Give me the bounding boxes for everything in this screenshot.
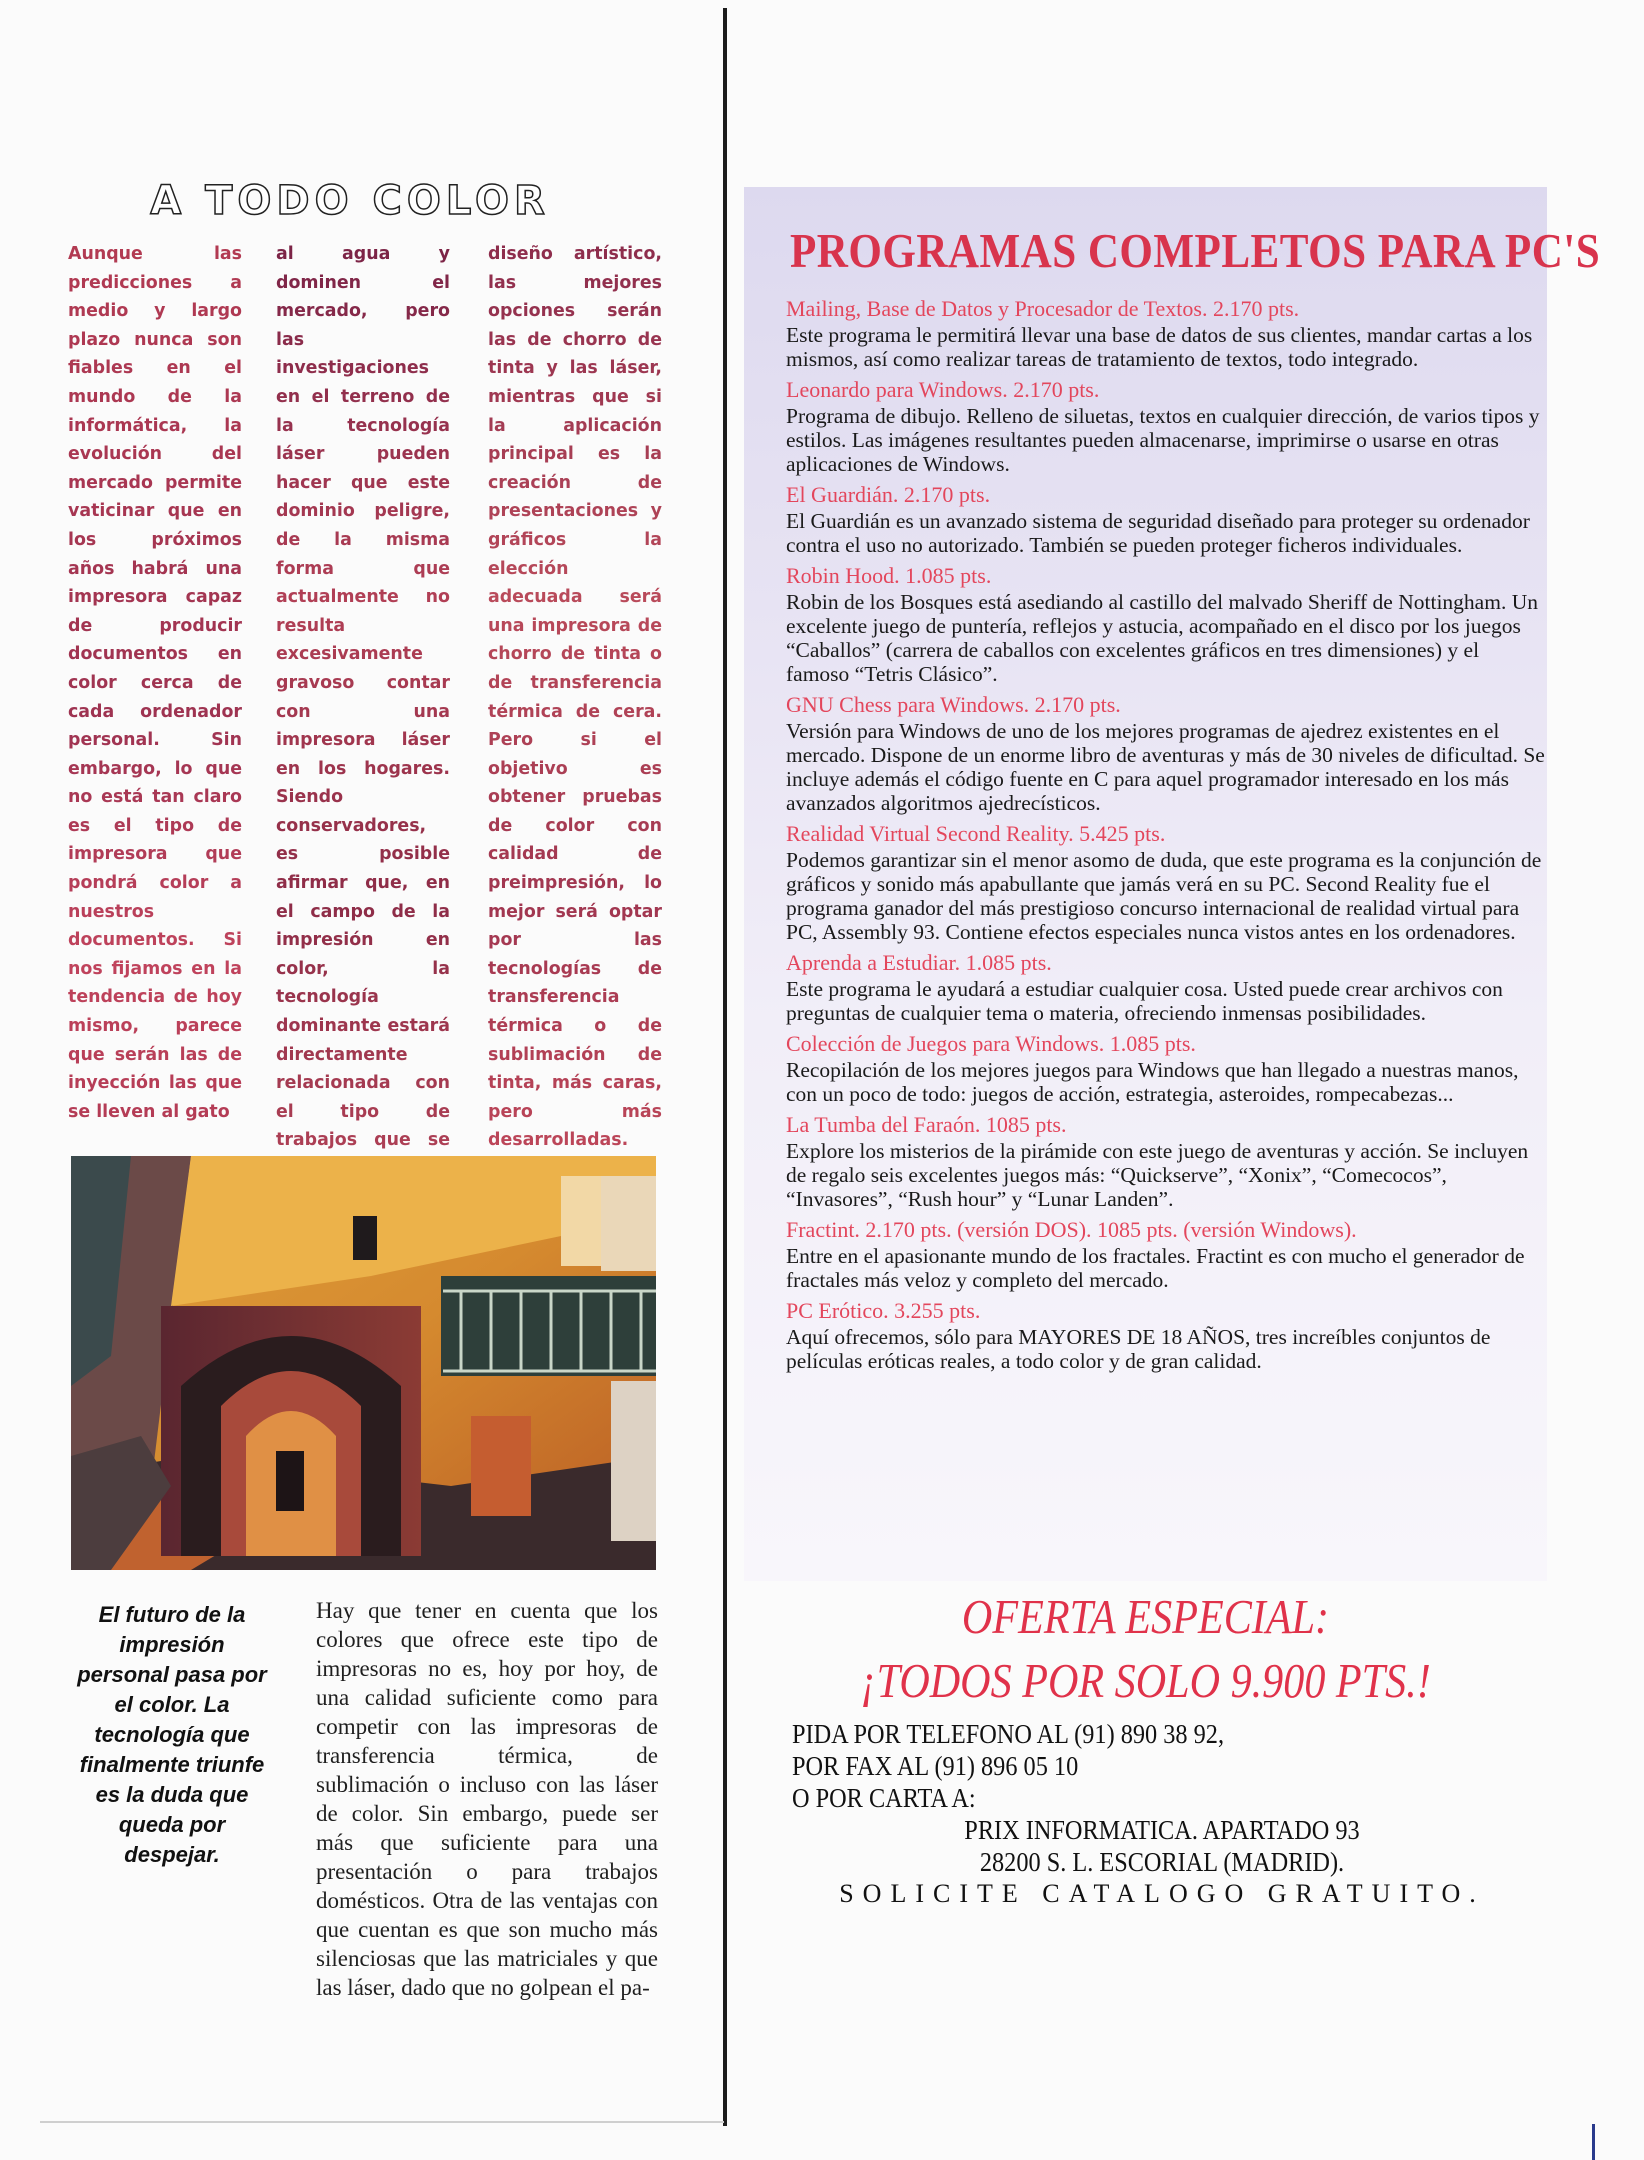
order-fax: POR FAX AL (91) 896 05 10 (792, 1751, 1079, 1781)
photo-colorful-building (71, 1156, 656, 1570)
program-title-price: La Tumba del Faraón. 1085 pts. (786, 1112, 1067, 1137)
program-description: Versión para Windows de uno de los mejores programas de ajedrez existentes en el mercado. Dispone de un enorme libro de aventuras y más de 30 niveles de dificultad. Se incluye además el código fuente en C para aquel programador interesado en los más avanzados algoritmos ajedrecísticos. (786, 719, 1545, 815)
order-address-line-1: PRIX INFORMATICA. APARTADO 93 (964, 1815, 1360, 1845)
program-item (786, 296, 1546, 371)
bottom-rule (40, 2121, 724, 2123)
program-description: El Guardián es un avanzado sistema de seguridad diseñado para proteger su ordenador contra el uso no autorizado. También se pueden proteger ficheros individuales. (786, 509, 1530, 557)
program-title-price: Robin Hood. 1.085 pts. (786, 563, 992, 588)
program-description: Podemos garantizar sin el menor asomo de duda, que este programa es la conjunción de gráficos y sonido más apabullante que jamás verá en su PC. Second Reality fue el programa ganador del más prestigioso concurso internacional de realidad virtual para PC, Assembly 93. Contiene efectos especiales nunca vistos antes en los ordenadores. (786, 848, 1542, 944)
program-item (786, 1031, 1546, 1106)
program-item (786, 377, 1546, 476)
offer-price: ¡TODOS POR SOLO 9.900 PTS.! (860, 1653, 1431, 1708)
program-description: Este programa le ayudará a estudiar cualquier cosa. Usted puede crear archivos con preguntas de cualquier tema o materia, ofreciendo inmensas posibilidades. (786, 977, 1503, 1025)
page-divider (723, 8, 727, 2126)
program-description: Este programa le permitirá llevar una base de datos de sus clientes, mandar cartas a los mismos, así como realizar tareas de tratamiento de textos, todo integrado. (786, 323, 1533, 371)
program-title-price: Fractint. 2.170 pts. (versión DOS). 1085 pts. (versión Windows). (786, 1217, 1357, 1242)
order-mail: O POR CARTA A: (792, 1783, 976, 1813)
program-list (786, 296, 1546, 1379)
offer-heading: OFERTA ESPECIAL: (961, 1589, 1330, 1644)
program-description: Programa de dibujo. Relleno de siluetas, textos en cualquier dirección, de varios tipos y estilos. Las imágenes resultantes pueden almacenarse, imprimirse o usarse en otras aplicaciones de Windows. (786, 404, 1540, 476)
program-item (786, 1112, 1546, 1211)
article-title: A TODO COLOR (150, 178, 550, 224)
order-info (792, 1718, 1532, 1910)
program-title-price: Leonardo para Windows. 2.170 pts. (786, 377, 1100, 402)
program-title-price: Realidad Virtual Second Reality. 5.425 pts. (786, 821, 1166, 846)
program-item (786, 821, 1546, 944)
program-item (786, 1217, 1546, 1292)
article-column-2: al agua y dominen el mercado, pero las investigaciones en el terreno de la tecnología láser pueden hacer que este dominio peligre, de la misma forma que actualmente no resulta excesivamente gravoso contar con una impresora láser en los hogares. Siendo conservadores, es posible afirmar que, en el campo de la impresión en color, la tecnología dominante estará directamente relacionada con el tipo de trabajos que se (276, 240, 450, 1269)
program-description: Aquí ofrecemos, sólo para MAYORES DE 18 AÑOS, tres increíbles conjuntos de películas eróticas reales, a todo color y de gran calidad. (786, 1325, 1491, 1373)
program-title-price: Colección de Juegos para Windows. 1.085 pts. (786, 1031, 1196, 1056)
order-phone: PIDA POR TELEFONO AL (91) 890 38 92, (792, 1719, 1225, 1749)
program-title-price: GNU Chess para Windows. 2.170 pts. (786, 692, 1121, 717)
scan-edge-mark (1592, 2124, 1595, 2160)
special-offer (744, 1585, 1547, 1713)
program-item (786, 692, 1546, 815)
article-column-3: diseño artístico, las mejores opciones serán las de chorro de tinta y las láser, mientras que si la aplicación principal es la creación de presentaciones y gráficos la elección adecuada será una impresora de chorro de tinta o de transferencia térmica de cera. Pero si el objetivo es obtener pruebas de color con calidad de preimpresión, lo mejor será optar por las tecnologías de transferencia térmica o de sublimación de tinta, más caras, pero más desarrolladas. (488, 240, 662, 1155)
program-title-price: PC Erótico. 3.255 pts. (786, 1298, 981, 1323)
program-title-price: El Guardián. 2.170 pts. (786, 482, 991, 507)
program-item (786, 1298, 1546, 1373)
article-body-text: Hay que tener en cuenta que los colores que ofrece este tipo de impresoras no es, hoy por hoy, de una calidad suficiente como para competir con las impresoras de transferencia térmica, de sublimación o incluso con las láser de color. Sin embargo, puede ser más que suficiente para una presentación o para trabajos domésticos. Otra de las ventajas con que cuentan es que son mucho más silenciosas que las matriciales y que las láser, dado que no golpean el pa- (316, 1598, 658, 2000)
order-catalog: SOLICITE CATALOGO GRATUITO. (839, 1879, 1485, 1908)
program-description: Recopilación de los mejores juegos para Windows que han llegado a nuestras manos, con un poco de todo: juegos de acción, estrategia, asteroides, rompecabezas... (786, 1058, 1519, 1106)
program-description: Robin de los Bosques está asediando al castillo del malvado Sheriff de Nottingham. Un excelente juego de puntería, reflejos y astucia, acompañado en el disco por los juegos “Caballos” (carrera de caballos con excelentes gráficos en tres dimensiones) y el famoso “Tetris Clásico”. (786, 590, 1538, 686)
program-description: Entre en el apasionante mundo de los fractales. Fractint es con mucho el generador de fractales más veloz y completo del mercado. (786, 1244, 1525, 1292)
program-title-price: Mailing, Base de Datos y Procesador de Textos. 2.170 pts. (786, 296, 1300, 321)
program-item (786, 950, 1546, 1025)
program-description: Explore los misterios de la pirámide con este juego de aventuras y acción. Se incluyen de regalo seis excelentes juegos más: “Quickserve”, “Xonix”, “Comecocos”, “Invasores”, “Rush hour” y “Lunar Landen”. (786, 1139, 1529, 1211)
article-column-1: Aunque las predicciones a medio y largo plazo nunca son fiables en el mundo de la informática, la evolución del mercado permite vaticinar que en los próximos años habrá una impresora capaz de producir documentos en color cerca de cada ordenador personal. Sin embargo, lo que no está tan claro es el tipo de impresora que pondrá color a nuestros documentos. Si nos fijamos en la tendencia de hoy mismo, parece que serán las de inyección las que se lleven al gato (68, 240, 242, 1126)
program-item (786, 482, 1546, 557)
ad-title: PROGRAMAS COMPLETOS PARA PC'S (790, 223, 1601, 278)
program-item (786, 563, 1546, 686)
order-address-line-2: 28200 S. L. ESCORIAL (MADRID). (979, 1847, 1345, 1877)
program-title-price: Aprenda a Estudiar. 1.085 pts. (786, 950, 1052, 975)
photo-caption: El futuro de la impresión personal pasa por el color. La tecnología que finalmente triunfe es la duda que queda por despejar. (77, 1602, 267, 1867)
